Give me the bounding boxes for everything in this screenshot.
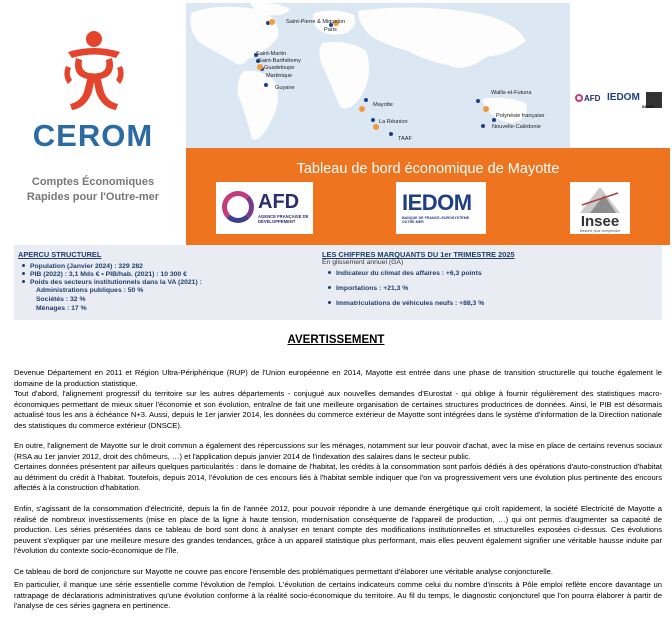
- structure-secteurs: Poids des secteurs institutionnels dans la VA (2021) :: [22, 279, 202, 286]
- afd-logo: [216, 182, 313, 234]
- warning-paragraph-6: Ce tableau de bord de conjoncture sur Mayotte ne couvre pas encore l'ensemble des problématiques permettant d'élaborer une véritable analyse conjoncturelle.: [14, 567, 554, 576]
- map-label-nouvelle-caledonie: Nouvelle-Calédonie: [492, 124, 541, 130]
- bullet-icon: [22, 280, 25, 283]
- structure-admin: Administrations publiques : 50 %: [36, 287, 144, 294]
- map-label-guadeloupe: Guadeloupe: [264, 65, 295, 71]
- overseas-territories-map: [186, 3, 570, 148]
- bullet-icon: [328, 271, 331, 274]
- afd-ring-icon: [575, 94, 583, 102]
- afd-name: AFD: [258, 191, 300, 213]
- cerom-tagline-1: Comptes Économiques: [31, 176, 155, 188]
- bullet-icon: [22, 272, 25, 275]
- afd-subtitle: AGENCE FRANÇAISE DE DÉVELOPPEMENT: [258, 214, 309, 224]
- warning-paragraph-2: Tout d'abord, l'alignement progressif du territoire sur les autres départements - conjugué aux nouvelles demandes d'Eurostat - qui oblige à fournir régulièrement des statistiques macro-économiques permettant de mieux situer l'économie et son évolution, entraîne de fait une meilleure organisation de certaines structures productrices de données. Ainsi, le PIB est désormais actualisé tous les ans à échéance N+3. Aussi, depuis le 1er janvier 2014, les données du commerce extérieur de Mayotte sont intégrées dans le système d'information de la Direction nationale des statistiques du commerce extérieur (DNSCE).: [14, 389, 662, 430]
- structure-societes: Sociétés : 32 %: [36, 296, 86, 303]
- dashboard-title: Tableau de bord économique de Mayotte: [296, 161, 560, 177]
- structure-title: APERCU STRUCTUREL: [18, 250, 102, 259]
- key-figures-subtitle: En glissement annuel (GA): [322, 259, 404, 266]
- insee-graphic-icon: [576, 185, 624, 215]
- iedom-name: IEDOM: [402, 190, 472, 215]
- key-figures-title: LES CHIFFRES MARQUANTS DU 1er TRIMESTRE 2025: [322, 250, 515, 259]
- warning-paragraph-5: Enfin, s'agissant de la consommation d'électricité, depuis la fin de l'année 2012, pour pouvoir répondre à une demande énergétique qui croît rapidement, la société Electricité de Mayotte a réalisé de nombreux investissements (mise en place de la ligne à haute tension, modernisation conséquente de l'appareil de production, …) qui ont permis d'augmenter sa capacité de production. Les séries présentées dans ce tableau de bord sont donc à analyser en tenant compte des modifications institutionnelles et structurelles exposées ci-dessus. Ces évolutions peuvent s'expliquer par une meilleure mesure des grandes tendances, grâce à un appareil statistique plus performant, mais elles peuvent également signifier une véritable hausse induite par l'évolution du contexte socio-économique de l'île.: [14, 504, 662, 555]
- map-label-paris: Paris: [324, 27, 337, 33]
- cerom-tagline-2: Rapides pour l'Outre-mer: [26, 191, 160, 203]
- warning-title: AVERTISSEMENT: [287, 334, 385, 346]
- iedom-subtitle: BANQUE DE FRANCE–EUROSYSTÈME OUTRE-MER: [402, 216, 470, 225]
- cerom-logo-panel: [0, 0, 186, 245]
- cerom-name: CEROM: [32, 118, 154, 153]
- insee-logo: [570, 182, 630, 234]
- warning-paragraph-4: Certaines données présentent par ailleurs quelques particularités : dans le domaine de l'habitat, les crédits à la consommation sont parfois dédiés à des opérations d'auto-construction d'habitat au détriment du crédit à l'habitat. Toutefois, depuis 2014, l'évolution de ces encours liés à l'habitat semble indiquer que l'on va progressivement vers une évolution plus pertinente des encours affectés à la construction d'habitation.: [14, 462, 662, 492]
- warning-paragraph-1: Devenue Département en 2011 et Région Ultra-Périphérique (RUP) de l'Union européenne en 2014, Mayotte est entrée dans une phase de transition structurelle qui touche également le domaine de la production statistique.: [14, 368, 662, 388]
- structure-population: Population (Janvier 2024) : 329 282: [22, 263, 143, 270]
- afd-ring-icon: [222, 191, 254, 223]
- map-label-saint-barthelemy: Saint-Barthélemy: [258, 58, 301, 64]
- key-figure-climat: Indicateur du climat des affaires : +6,3 points: [328, 270, 482, 277]
- map-label-martinique: Martinique: [266, 73, 293, 79]
- map-label-mayotte: Mayotte: [373, 102, 393, 108]
- iedom-logo: [396, 182, 486, 234]
- bullet-icon: [328, 286, 331, 289]
- iedom-logo-small: IEDOM: [607, 92, 640, 103]
- map-label-saint-pierre: Saint-Pierre & Miquelon: [286, 19, 346, 25]
- warning-paragraph-3: En outre, l'alignement de Mayotte sur le droit commun a également des répercussions sur les ménages, notamment sur leur pouvoir d'achat, avec la mise en place de certains revenus sociaux (RSA au 1er janvier 2012, droit des chômeurs, …) et l'application depuis janvier 2014 de l'indexation des salaires dans le secteur public.: [14, 441, 662, 461]
- map-label-polynesie: Polynésie française: [496, 113, 545, 119]
- map-label-wallis-et-futuna: Wallis-et-Futuna: [491, 90, 532, 96]
- key-info-panel: [14, 245, 662, 320]
- dashboard-banner: [186, 148, 670, 245]
- key-figure-immatriculations: Immatriculations de véhicules neufs : +88,3 %: [328, 300, 484, 307]
- insee-subtitle: Mesurer pour comprendre: [579, 229, 621, 233]
- map-label-reunion: La Réunion: [379, 119, 408, 125]
- map-label-guyane: Guyane: [275, 85, 295, 91]
- afd-logo-small: AFD: [575, 94, 600, 103]
- key-figure-importations: Importations : +21,3 %: [328, 285, 408, 292]
- structure-pib: PIB (2022) : 3,1 Mds € • PIB/hab. (2021) : 10 300 €: [22, 271, 187, 278]
- cerom-logo-icon: [58, 30, 130, 114]
- structure-menages: Ménages : 17 %: [36, 305, 87, 312]
- bullet-icon: [328, 301, 331, 304]
- map-label-taaf: TAAF: [398, 136, 412, 142]
- map-label-saint-martin: Saint-Martin: [256, 51, 287, 57]
- insee-logo-small: INSEE: [642, 104, 655, 109]
- insee-name: Insee: [580, 213, 620, 230]
- warning-paragraph-7: En particulier, il manque une série essentielle comme l'évolution de l'emploi. L'évolution de certains indicateurs comme celui du nombre d'inscrits à Pôle emploi reflète encore davantage un rattrapage de déclarations administratives qu'une évolution conforme à la réalité socio-économique du territoire. Au fil du temps, le diagnostic conjoncturel que l'on pourra élaborer à partir de l'analyse de ces séries gagnera en pertinence.: [14, 580, 662, 610]
- partner-logos-small: [572, 92, 672, 112]
- bullet-icon: [22, 264, 25, 267]
